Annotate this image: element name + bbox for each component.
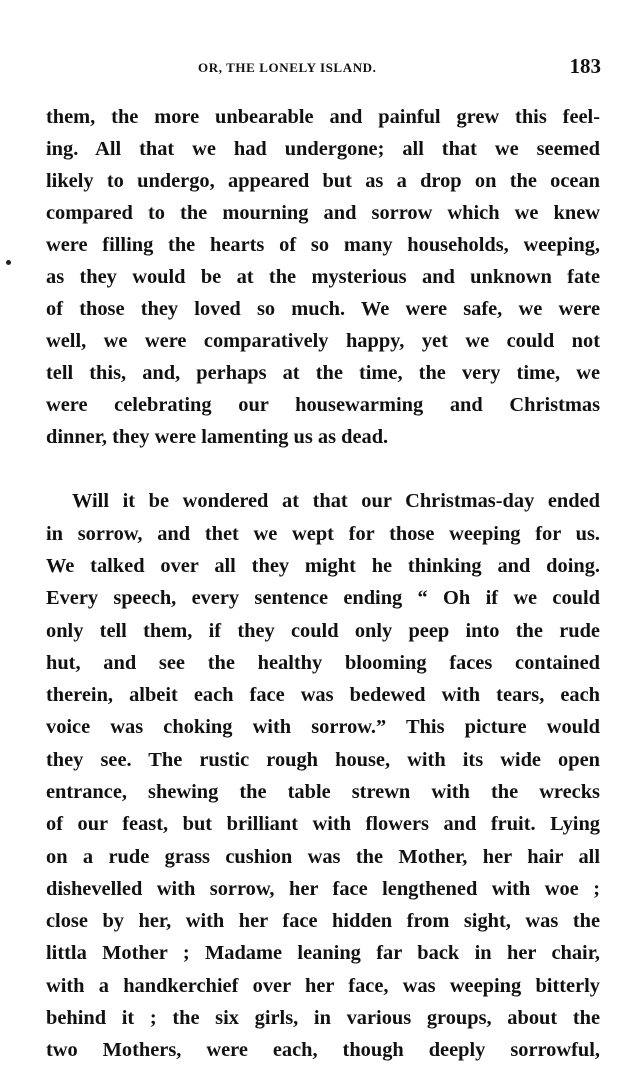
running-title: OR, THE LONELY ISLAND. [198, 60, 377, 75]
text-line: in sorrow, and thet we wept for those weeping for us. [46, 523, 600, 545]
text-line: of those they loved so much. We were safe, we were [46, 298, 600, 320]
text-line: hut, and see the healthy blooming faces contained [46, 652, 600, 674]
text-line: behind it ; the six girls, in various groups, about the [46, 1007, 600, 1029]
text-line: they see. The rustic rough house, with its wide open [46, 749, 600, 771]
text-line: littla Mother ; Madame leaning far back in her chair, [46, 942, 600, 964]
text-line: of our feast, but brilliant with flowers and fruit. Lying [46, 813, 600, 835]
text-line: tell this, and, perhaps at the time, the very time, we [46, 362, 600, 384]
text-line: ing. All that we had undergone; all that we seemed [46, 138, 600, 160]
text-line: compared to the mourning and sorrow which we knew [46, 202, 600, 224]
text-line: them, the more unbearable and painful grew this feel- [46, 106, 600, 128]
page-number: 183 [569, 54, 601, 78]
running-head [46, 54, 601, 84]
text-line: well, we were comparatively happy, yet we could not [46, 330, 600, 352]
text-line: entrance, shewing the table strewn with the wrecks [46, 781, 600, 803]
text-line: likely to undergo, appeared but as a drop on the ocean [46, 170, 600, 192]
text-line: only tell them, if they could only peep into the rude [46, 620, 600, 642]
text-line: Every speech, every sentence ending “ Oh if we could [46, 587, 600, 609]
text-line: Will it be wondered at that our Christmas-day ended [72, 490, 600, 512]
text-line: dinner, they were lamenting us as dead. [46, 426, 389, 448]
text-line: two Mothers, were each, though deeply sorrowful, [46, 1039, 600, 1061]
text-line: as they would be at the mysterious and unknown fate [46, 266, 600, 288]
text-line: with a handkerchief over her face, was weeping bitterly [46, 975, 600, 997]
text-line: on a rude grass cushion was the Mother, her hair all [46, 846, 600, 868]
text-line: voice was choking with sorrow.” This picture would [46, 716, 600, 738]
text-line: were celebrating our housewarming and Christmas [46, 394, 600, 416]
ink-speck [6, 260, 11, 265]
text-line: close by her, with her face hidden from sight, was the [46, 910, 600, 932]
text-line: were filling the hearts of so many households, weeping, [46, 234, 600, 256]
text-line: dishevelled with sorrow, her face lengthened with woe ; [46, 878, 600, 900]
text-line: therein, albeit each face was bedewed with tears, each [46, 684, 600, 706]
text-line: We talked over all they might he thinking and doing. [46, 555, 600, 577]
